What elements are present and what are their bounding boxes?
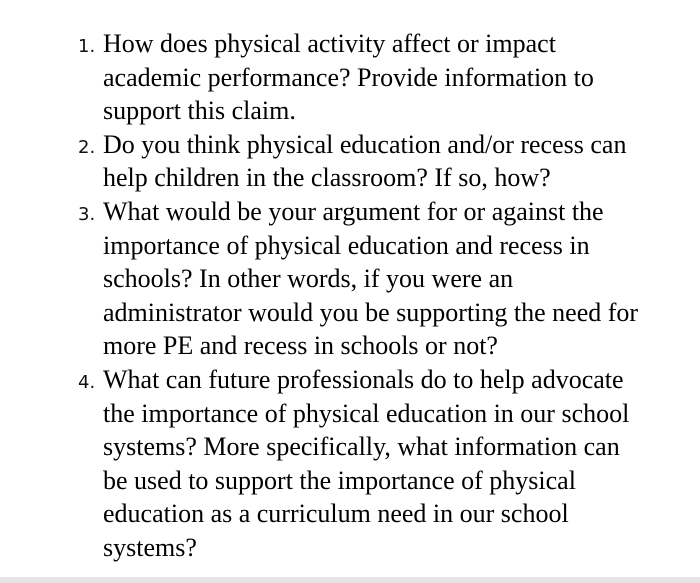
question-line: support this claim. [103, 96, 296, 126]
question-number: 1. [78, 36, 96, 57]
question-text [103, 128, 673, 195]
question-line: How does physical activity affect or impact [103, 29, 556, 58]
question-text [103, 27, 673, 128]
question-item-3 [0, 195, 700, 363]
question-line: the importance of physical education in our school [103, 398, 630, 428]
question-number: 4. [78, 371, 96, 393]
question-line: What would be your argument for or against the [103, 196, 604, 226]
question-number: 2. [78, 136, 96, 158]
question-item-2 [0, 128, 700, 195]
question-text [103, 363, 673, 565]
question-item-1 [0, 27, 700, 128]
question-line: systems? [103, 532, 197, 562]
question-text [103, 195, 673, 363]
question-line: Do you think physical education and/or recess can [103, 129, 627, 159]
question-line: help children in the classroom? If so, how? [103, 163, 551, 193]
question-line: academic performance? Provide information to [103, 62, 594, 92]
question-line: schools? In other words, if you were an [103, 264, 514, 294]
bottom-divider [0, 577, 700, 583]
question-line: education as a curriculum need in our school [103, 499, 569, 529]
question-item-4 [0, 363, 700, 565]
question-line: importance of physical education and recess in [103, 230, 590, 260]
question-list [0, 27, 700, 565]
question-number: 3. [78, 203, 96, 225]
question-line: systems? More specifically, what information can [103, 432, 620, 462]
question-line: be used to support the importance of physical [103, 465, 576, 495]
question-line: more PE and recess in schools or not? [103, 331, 498, 361]
question-line: What can future professionals do to help advocate [103, 364, 624, 394]
question-line: administrator would you be supporting the need for [103, 297, 639, 327]
